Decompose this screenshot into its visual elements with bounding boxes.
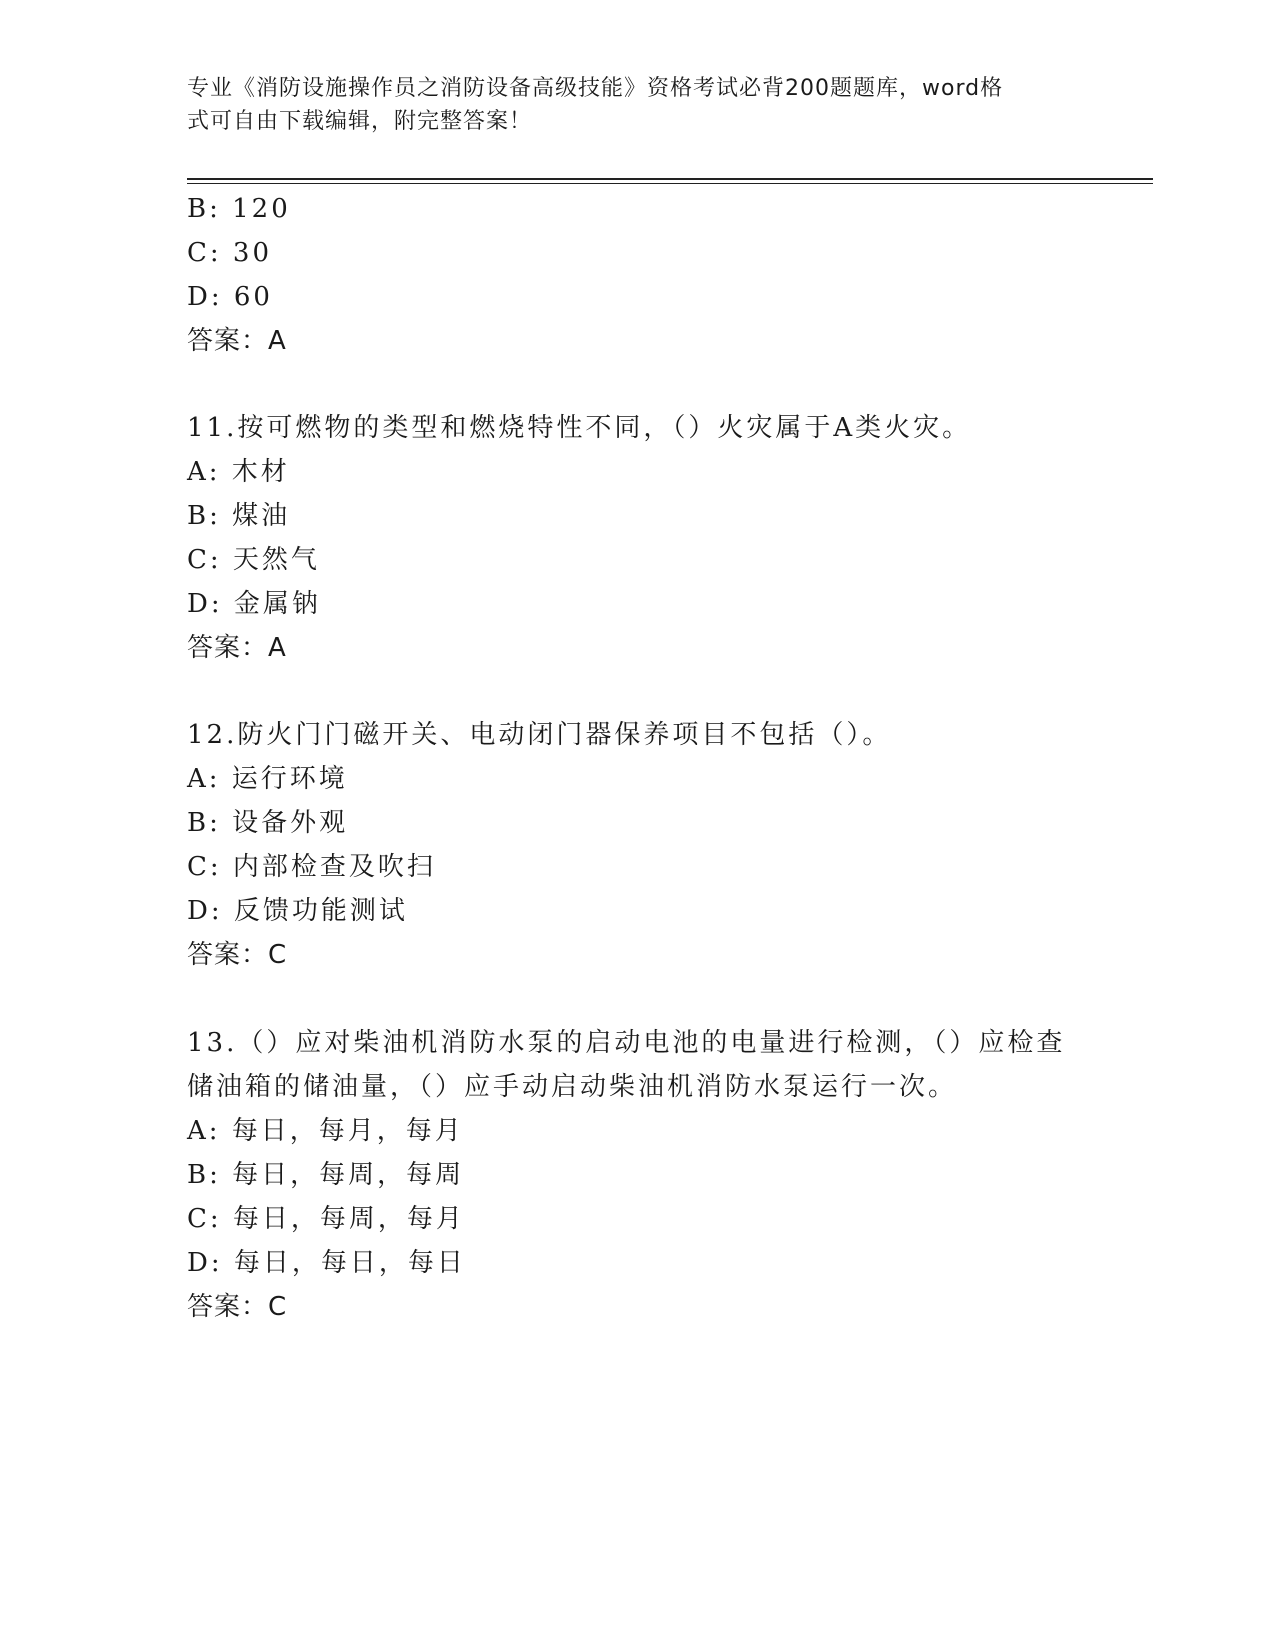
q11-option-d: D: 金属钠 xyxy=(187,589,321,619)
q12-option-d: D: 反馈功能测试 xyxy=(187,896,408,926)
prev-option-d: D: 60 xyxy=(187,282,273,312)
q11-option-c: C: 天然气 xyxy=(187,545,320,575)
header-line-2: 式可自由下载编辑，附完整答案！ xyxy=(187,109,533,134)
q12-option-c: C: 内部检查及吹扫 xyxy=(187,852,436,882)
header-divider-thick xyxy=(187,178,1153,180)
prev-answer: 答案：A xyxy=(187,326,287,356)
header-divider-thin xyxy=(187,183,1153,184)
q11-question: 11.按可燃物的类型和燃烧特性不同，（）火灾属于A类火灾。 xyxy=(187,413,972,443)
q13-question-line-1: 13.（）应对柴油机消防水泵的启动电池的电量进行检测，（）应检查 xyxy=(187,1028,1066,1058)
q11-answer: 答案：A xyxy=(187,633,287,663)
q12-question: 12.防火门门磁开关、电动闭门器保养项目不包括（）。 xyxy=(187,720,892,750)
q13-option-a: A: 每日，每月，每月 xyxy=(187,1116,464,1146)
q13-question-line-2: 储油箱的储油量，（）应手动启动柴油机消防水泵运行一次。 xyxy=(187,1072,958,1102)
q11-option-a: A: 木材 xyxy=(187,457,290,487)
q12-option-a: A: 运行环境 xyxy=(187,764,348,794)
q13-answer: 答案：C xyxy=(187,1292,288,1322)
prev-option-b: B: 120 xyxy=(187,194,291,224)
header-line-1: 专业《消防设施操作员之消防设备高级技能》资格考试必背200题题库，word格 xyxy=(187,76,1004,101)
prev-option-c: C: 30 xyxy=(187,238,273,268)
q12-answer: 答案：C xyxy=(187,940,288,970)
q13-option-c: C: 每日，每周，每月 xyxy=(187,1204,465,1234)
document-header xyxy=(187,72,1067,138)
q12-option-b: B: 设备外观 xyxy=(187,808,349,838)
q13-option-d: D: 每日，每日，每日 xyxy=(187,1248,466,1278)
q11-option-b: B: 煤油 xyxy=(187,501,291,531)
q13-option-b: B: 每日，每周，每周 xyxy=(187,1160,465,1190)
